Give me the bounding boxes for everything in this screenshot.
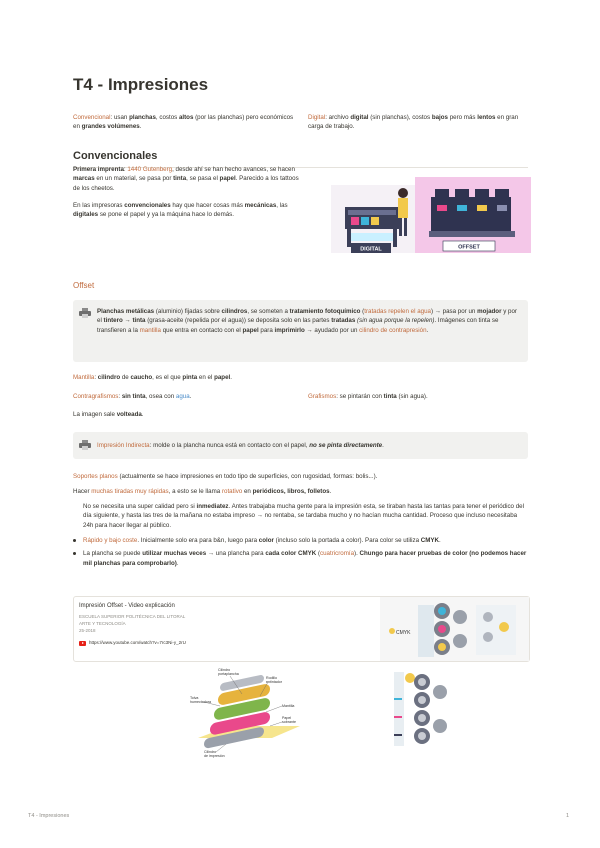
bookmark-description: ESCUELA SUPERIOR POLITÉCNICA DEL LITORAL ARTE Y TECNOLOGÍA 25-2018 <box>79 614 186 634</box>
volteada-text: La imagen sale volteada. <box>73 411 144 418</box>
video-thumbnail[interactable] <box>380 597 529 661</box>
grafismos-text: Grafismos: se pintarán con tinta (sin agua). <box>308 393 428 400</box>
callout-planchas-text: Planchas metálicas (aluminio) fijadas sobre cilindros, se someten a tratamiento fotoquímico (tratadas repelen el agua) → pasa por un mojador y por el tintero → tinta (grasa-aceite (repelida por el agua)) se deposita solo en las partes tratadas (sin agua porque la repelen). Imágenes con tinta se transfieren a la mantilla que entra en contacto con el papel para imprimirlo → ayudado por un cilindro de contrapresión. <box>97 308 517 334</box>
bookmark-title[interactable]: Impresión Offset - Video explicación <box>79 603 175 609</box>
bullet-text-rapido: Rápido y bajo coste. Inicialmente solo era para b&n, luego para color (incluso solo la portada a color). Para color se utiliza CMYK. <box>83 537 441 544</box>
page-number: 1 <box>566 813 570 819</box>
offset-diagram <box>190 668 310 760</box>
footer-title: T4 - Impresiones <box>28 813 70 819</box>
digital-label: DIGITAL <box>360 246 382 253</box>
gutenberg-paragraph: Primera imprenta: 1440 Gutenberg, desde ahí se han hecho avances, se hacen marcas en un material, se pasa por tinta, se pasa el papel. Parecido a los tattoos de los cheetos. <box>73 166 299 192</box>
digital-offset-illustration <box>331 175 531 255</box>
intro-digital: Digital: archivo digital (sin planchas), costos bajos pero más lentos en gran carga de trabajo. <box>308 114 519 131</box>
callout-indirecta-text: Impresión Indirecta: molde o la plancha nunca está en contacto con el papel, no se pinta directamente. <box>97 442 384 449</box>
printer-icon <box>79 440 91 450</box>
thumbnail-cmyk-label: CMYK <box>396 630 411 636</box>
youtube-icon <box>79 641 86 646</box>
printer-icon <box>79 308 91 318</box>
section-heading-offset: Offset <box>73 281 95 290</box>
intro-convencional: Convencional: usan planchas, costos altos (por las planchas) pero económicos en grandes volúmenes. <box>73 114 294 131</box>
bullet-list <box>73 536 528 568</box>
bullet-text-plancha: La plancha se puede utilizar muchas veces → una plancha para cada color CMYK (cuatricromía). Chungo para hacer pruebas de color (no podemos hacer mil planchas para comprobarlo). <box>83 550 527 567</box>
video-bookmark-card[interactable] <box>73 596 530 662</box>
label-rodillo: Rodillo entintador <box>266 676 282 685</box>
mecanicas-paragraph: En las impresoras convencionales hay que hacer cosas más mecánicas, las digitales se pone el papel y ya la máquina hace lo demás. <box>73 202 288 219</box>
label-cilindro-impresion: Cilindro de impresión <box>204 750 225 759</box>
callout-impresion-indirecta <box>73 432 528 459</box>
mantilla-text: Mantilla: cilindro de caucho, es el que pinta en el papel. <box>73 374 232 381</box>
list-item <box>73 549 528 568</box>
label-papel: Papel sobrante <box>282 716 296 725</box>
cmyk-cylinders-diagram <box>388 668 460 750</box>
bookmark-url-row[interactable] <box>79 640 186 647</box>
offset-label: OFFSET <box>458 244 480 251</box>
page-title: T4 - Impresiones <box>73 75 209 94</box>
soportes-text: Soportes planos (actualmente se hace impresiones en todo tipo de superficies, con rugosidad, formas: bolis...). <box>73 473 378 480</box>
label-mantilla: Mantilla <box>282 704 295 708</box>
section-heading-convencionales: Convencionales <box>73 148 528 168</box>
tiradas-text: Hacer muchas tiradas muy rápidas, a esto se le llama rotativo en periódicos, libros, folletos. <box>73 488 332 495</box>
bookmark-url[interactable]: https://www.youtube.com/watch?v=7rc3Ni-y_2rU <box>89 640 186 645</box>
list-item <box>73 536 528 545</box>
label-cilindro-portaplancha: Cilindro portaplancha <box>218 668 239 677</box>
contragrafismos-text: Contragrafismos: sin tinta, osea con agua. <box>73 393 192 400</box>
callout-planchas <box>73 300 528 362</box>
inmediatez-text: No se necesita una super calidad pero si inmediatez. Antes trabajaba mucha gente para la impresión esta, se tiraban hasta las tantas para tener el periódico del día siguiente, y hasta las tres de la mañana no estaba impreso → no rentaba, se tardaba mucho y no hacían mucha cantidad. Proceso que incluso necesitaba 24h para hacer llegar al público. <box>83 503 524 529</box>
label-tolva: Tolva humectadora <box>190 696 211 705</box>
